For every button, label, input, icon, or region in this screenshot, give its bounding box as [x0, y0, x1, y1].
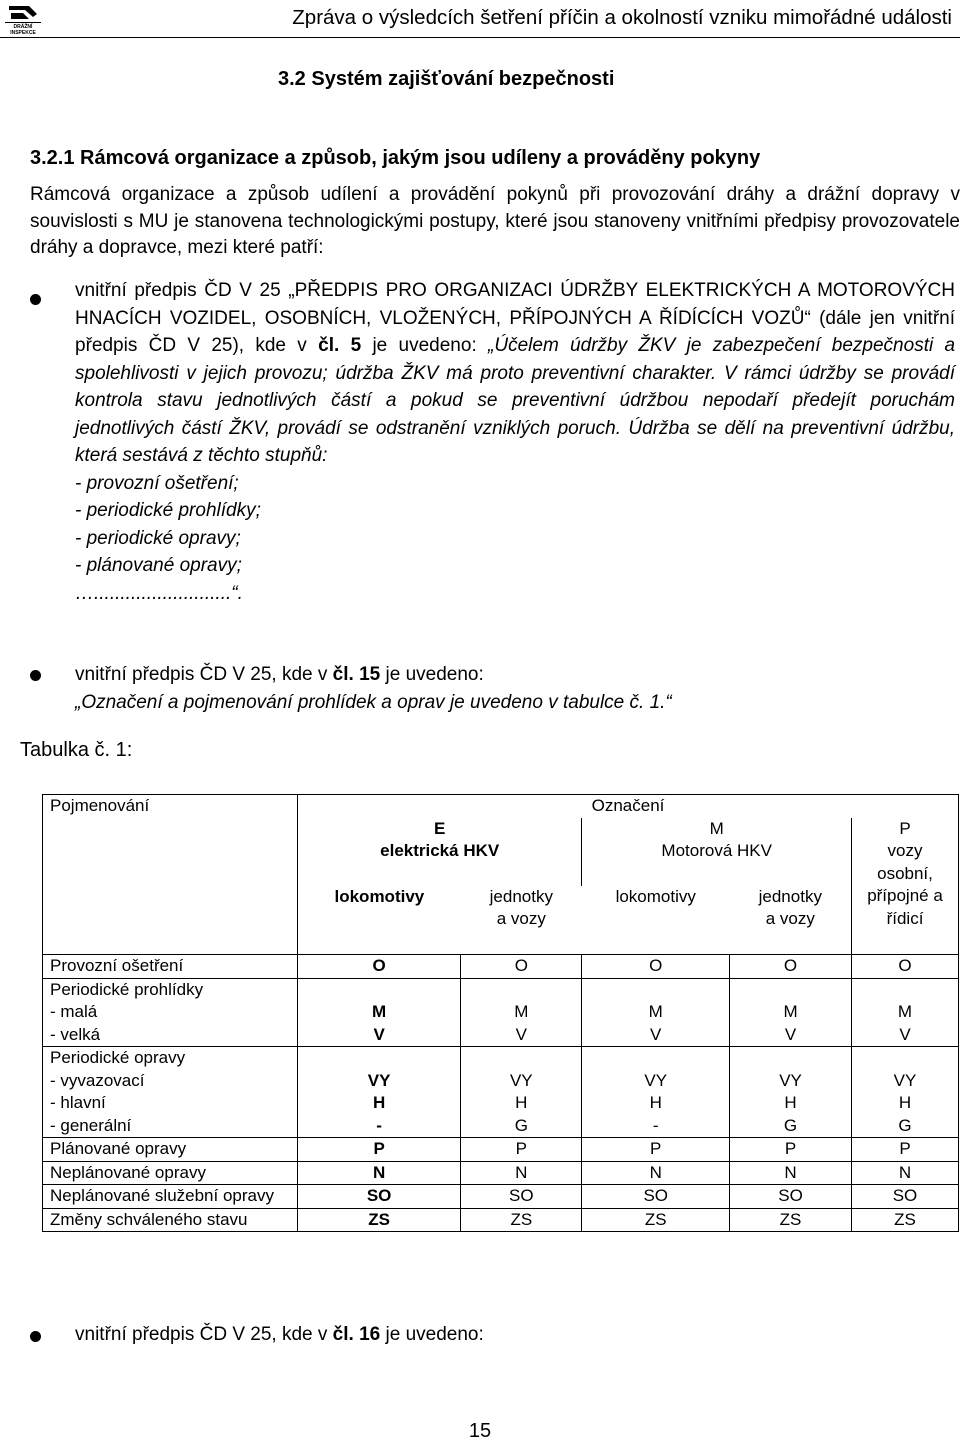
bullet-1-lead: vnitřní předpis ČD V 25 „PŘEDPIS PRO ORGANIZACI ÚDRŽBY ELEKTRICKÝCH A MOTOROVÝCH HNACÍCH VOZIDEL, OSOBNÍCH, VLOŽENÝCH, PŘÍPOJNÝCH A ŘÍDÍCÍCH VOZŮ“ (dále jen vnitřní předpis ČD V 25), kde v: [75, 280, 955, 356]
subheader-jednotky: jednotky a vozy: [730, 886, 852, 955]
list-item: - periodické opravy;: [75, 527, 241, 549]
intro-paragraph: Rámcová organizace a způsob udílení a provádění pokynů při provozování dráhy a drážní dopravy v souvislosti s MU je stanovena technologickými postupy, které jsou stanoveny vnitřními předpisy provozovatele dráhy a dopravce, mezi které patří:: [30, 184, 960, 258]
article-label: čl.: [332, 1324, 354, 1345]
bullet-3-lead: vnitřní předpis ČD V 25, kde v: [75, 1324, 328, 1345]
list-item: - plánované opravy;: [75, 555, 242, 576]
list-item: - periodické prohlídky;: [75, 500, 261, 521]
table-row: Periodické opravy - vyvazovací - hlavní - generální VY H - VY H G VY H - VY H G VY H G: [43, 1047, 959, 1138]
bullet-icon: [30, 294, 41, 305]
bullet-1-after: je uvedeno:: [372, 335, 477, 356]
subheader-jednotky: jednotky a vozy: [461, 886, 582, 955]
article-number: 15: [359, 664, 381, 685]
quote-text: „Označení a pojmenování prohlídek a oprav je uvedeno v tabulce č. 1.“: [75, 691, 672, 713]
header-m: M Motorová HKV: [582, 818, 852, 886]
col-header-mark: Označení: [298, 795, 959, 818]
bullet-2-lead: vnitřní předpis ČD V 25, kde v: [75, 664, 328, 685]
bullet-item-1: [75, 277, 955, 607]
bullet-icon: [30, 1331, 41, 1342]
bullet-icon: [30, 670, 41, 681]
bullet-item-2: [75, 661, 955, 716]
article-number: 5: [350, 335, 362, 356]
table-row: Periodické prohlídky - malá - velká M V M V M V M V M V: [43, 978, 959, 1047]
drazni-inspekce-logo: [3, 2, 43, 36]
table-row: Plánované opravy P P P P P: [43, 1138, 959, 1162]
subheader-lokomotivy: lokomotivy: [582, 886, 730, 955]
svg-text:INSPEKCE: INSPEKCE: [10, 30, 36, 36]
quote-text: „Účelem údržby ŽKV je zabezpečení bezpečnosti a spolehlivosti v jejich provozu; údržba ŽKV má proto preventivní charakter. V rámci údržby se provádí kontrola stavu jednotlivých částí a pokud se preventivní údržbou nepodaří předejít poruchám jednotlivých částí ŽKV, provádí se odstranění vzniklých poruch. Údržba se dělí na preventivní údržbu, která sestává z těchto stupňů:: [75, 335, 956, 466]
header-e: E elektrická HKV: [298, 818, 582, 886]
article-label: čl.: [318, 335, 340, 356]
bullet-item-3: [75, 1321, 955, 1349]
section-heading: 3.2 Systém zajišťování bezpečnosti: [278, 68, 615, 90]
subsection-heading: 3.2.1 Rámcová organizace a způsob, jakým jsou udíleny a prováděny pokyny: [30, 147, 761, 169]
table-caption: Tabulka č. 1:: [20, 739, 133, 761]
subheader-lokomotivy: lokomotivy: [298, 886, 461, 955]
page-number: 15: [468, 1420, 492, 1442]
article-label: čl.: [332, 664, 354, 685]
table-row: Neplánované služební opravy SO SO SO SO SO: [43, 1185, 959, 1209]
bullet-3-after: je uvedeno:: [385, 1324, 484, 1345]
table-row: Změny schváleného stavu ZS ZS ZS ZS ZS: [43, 1208, 959, 1232]
col-header-name: Pojmenování: [43, 795, 298, 818]
header-divider: [0, 37, 960, 38]
document-header-title: Zpráva o výsledcích šetření příčin a okolností vzniku mimořádné události: [292, 6, 952, 29]
table-row: Neplánované opravy N N N N N: [43, 1161, 959, 1185]
article-number: 16: [359, 1324, 381, 1345]
bullet-2-after: je uvedeno:: [385, 664, 484, 685]
maintenance-table: [42, 794, 959, 1232]
table-header-row: [43, 818, 959, 886]
svg-text:DRÁŽNÍ: DRÁŽNÍ: [13, 24, 33, 30]
list-item: - provozní ošetření;: [75, 472, 239, 494]
quote-ellipsis: …..........................“.: [75, 582, 243, 604]
table-header-row: [43, 795, 959, 818]
header-p: P vozy osobní, přípojné a řídicí: [852, 818, 959, 955]
table-subheader-row: [43, 886, 959, 955]
table-row: Provozní ošetření O O O O O: [43, 955, 959, 979]
